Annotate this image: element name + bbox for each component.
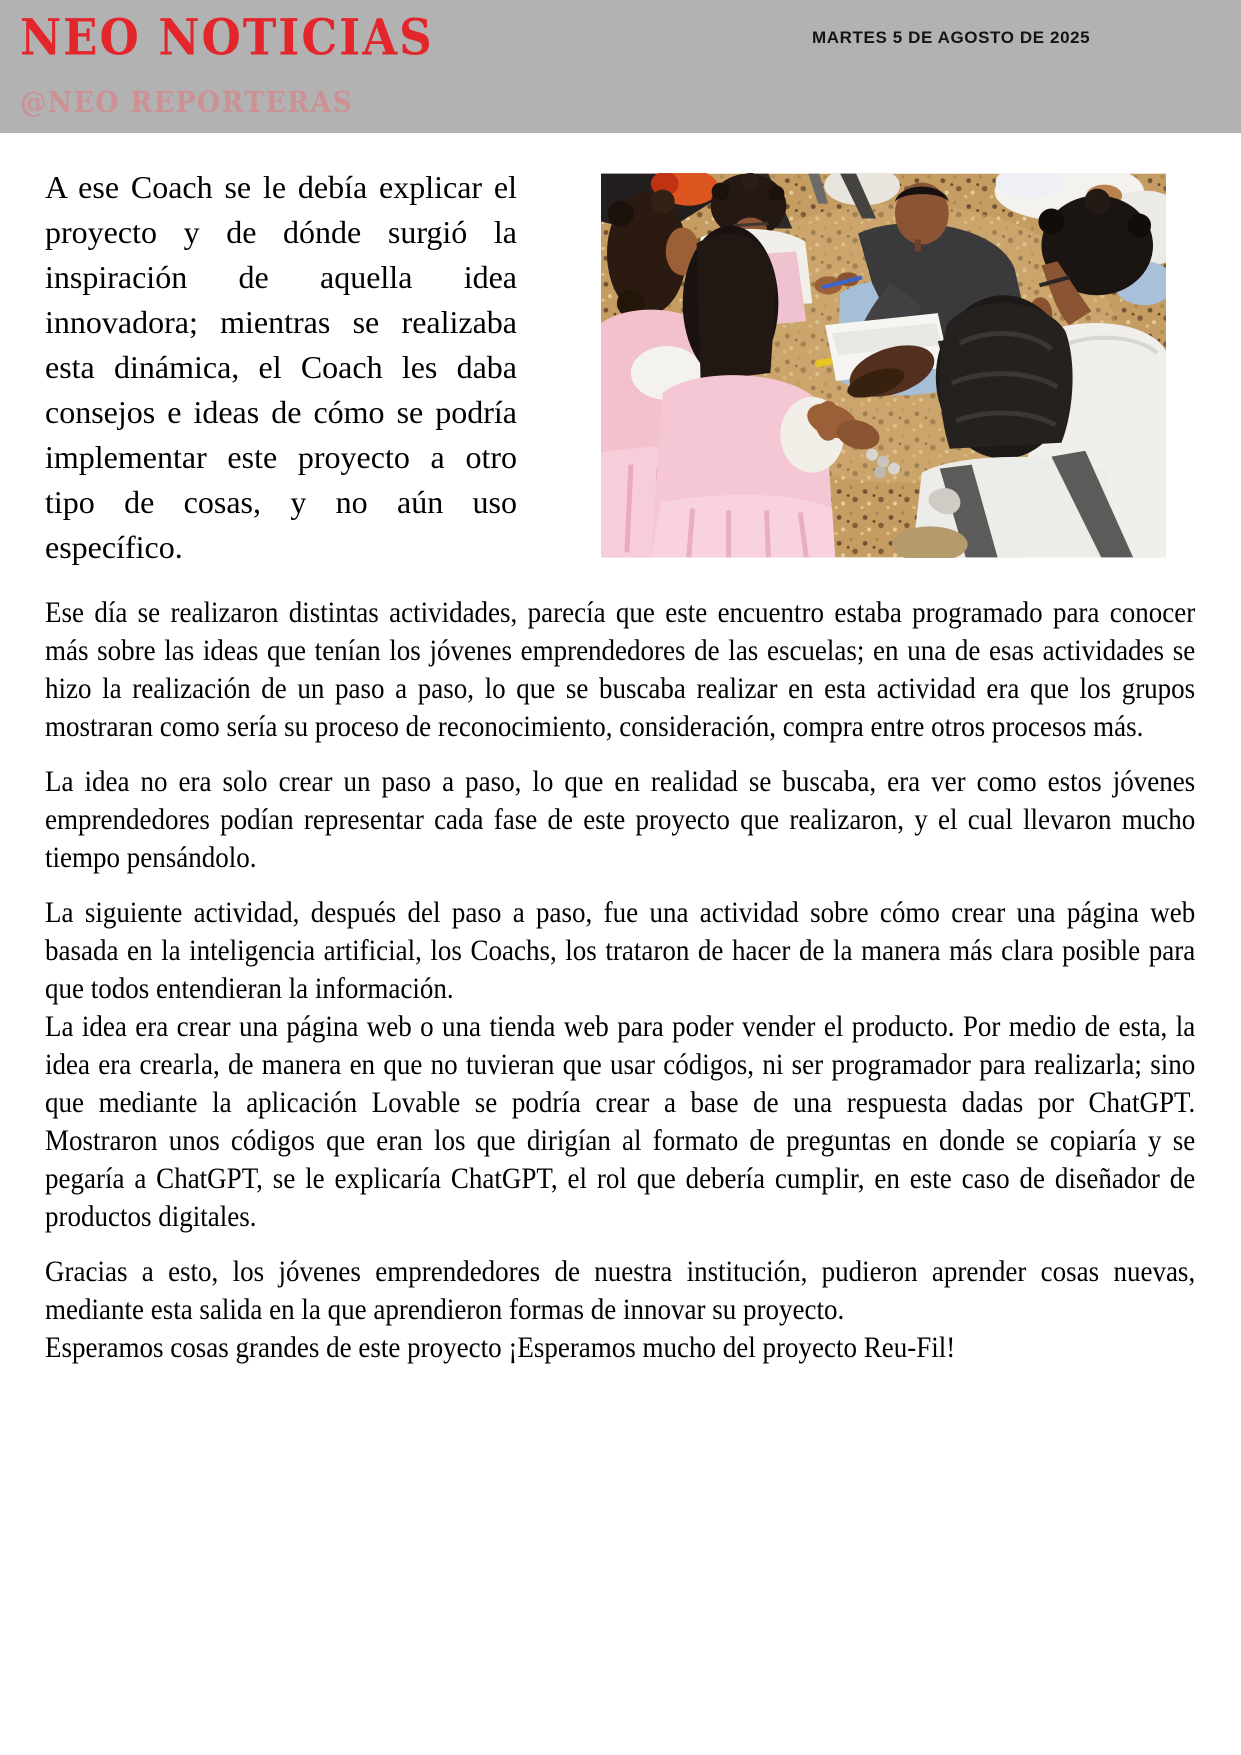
article-body <box>45 594 1195 1367</box>
lead-paragraph: A ese Coach se le debía explicar el proyecto y de dónde surgió la inspiración de aquella idea innovadora; mientras se realizaba esta dinámica, el Coach les daba consejos e ideas de cómo se podría implementar este proyecto a otro tipo de cosas, y no aún uso específico. <box>45 169 517 565</box>
issue-date: MARTES 5 DE AGOSTO DE 2025 <box>812 28 1091 47</box>
body-paragraph: La idea no era solo crear un paso a paso, lo que en realidad se buscaba, era ver como estos jóvenes emprendedores podían representar cada fase de este proyecto que realizaron, y el cual llevaron mucho tiempo pensándolo. <box>45 765 1196 874</box>
paragraph-block <box>45 763 1195 877</box>
paragraph-block <box>45 1253 1195 1367</box>
brand-handle: @NEO REPORTERAS <box>20 86 354 120</box>
article <box>0 133 1241 1367</box>
article-photo-illustration <box>601 173 1166 558</box>
article-photo <box>601 173 1166 558</box>
body-paragraph: Ese día se realizaron distintas actividades, parecía que este encuentro estaba programado para conocer más sobre las ideas que tenían los jóvenes emprendedores de las escuelas; en una de esas actividades se hizo la realización de un paso a paso, lo que se buscaba realizar en esta actividad era que los grupos mostraran como sería su proceso de reconocimiento, consideración, compra entre otros procesos más. <box>45 596 1196 743</box>
paragraph-block <box>45 594 1195 746</box>
body-paragraph: La siguiente actividad, después del paso a paso, fue una actividad sobre cómo crear una página web basada en la inteligencia artificial, los Coachs, los trataron de hacer de la manera más clara posible para que todos entendieran la información. <box>45 896 1196 1005</box>
body-paragraph: Esperamos cosas grandes de este proyecto ¡Esperamos mucho del proyecto Reu-Fil! <box>45 1331 956 1364</box>
brand-title: NEO NOTICIAS <box>20 8 434 67</box>
body-paragraph: La idea era crear una página web o una tienda web para poder vender el producto. Por medio de esta, la idea era crearla, de manera en que no tuvieran que usar códigos, ni ser programador para realizarla; sino que mediante la aplicación Lovable se podría crear a base de una respuesta dadas por ChatGPT. Mostraron unos códigos que eran los que dirigían al formato de preguntas en donde se copiaría y se pegaría a ChatGPT, se le explicaría ChatGPT, el rol que debería cumplir, en este caso de diseñador de productos digitales. <box>45 1010 1196 1233</box>
body-paragraph: Gracias a esto, los jóvenes emprendedores de nuestra institución, pudieron aprender cosas nuevas, mediante esta salida en la que aprendieron formas de innovar su proyecto. <box>45 1255 1196 1326</box>
lead-section <box>45 165 1196 570</box>
masthead <box>0 0 1241 133</box>
paragraph-block <box>45 894 1195 1236</box>
